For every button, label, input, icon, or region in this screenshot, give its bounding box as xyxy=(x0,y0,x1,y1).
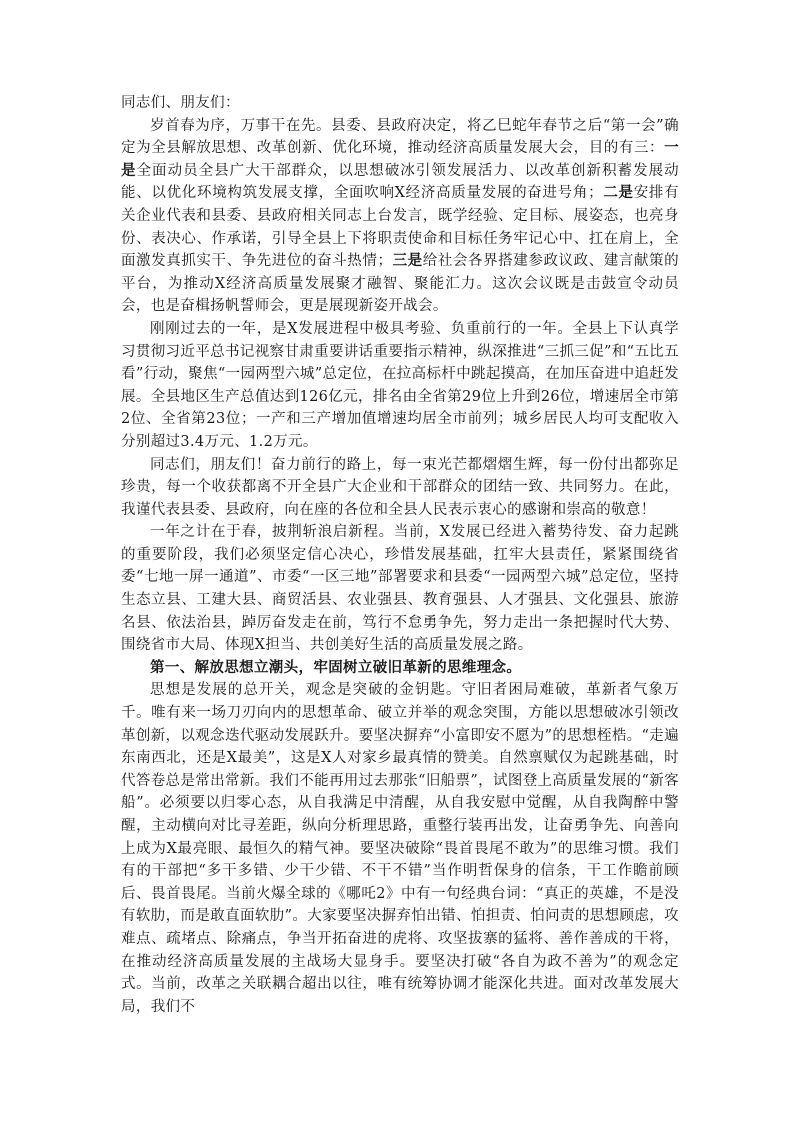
paragraph-section-one: 思想是发展的总开关，观念是突破的金钥匙。守旧者困局难破，革新者气象万千。唯有来一场刀刃向内的思想革命、破立并举的观念突围，方能以思想破冰引领改革创新，以观念迭代驱动发展跃升。要坚决摒弃“小富即安不愿为”的思想桎梏。“走遍东南西北，还是X最美”，这是X人对家乡最真情的赞美。自然禀赋仅为起跳基础，时代答卷总是常出常新。我们不能再用过去那张“旧船票”，试图登上高质量发展的“新客船”。必须要以归零心态，从自我满足中清醒，从自我安慰中觉醒，从自我陶醉中警醒，主动横向对比寻差距，纵向分析理思路，重整行装再出发，让奋勇争先、向善向上成为X最亮眼、最恒久的精气神。要坚决破除“畏首畏尾不敢为”的思维习惯。我们有的干部把“多干多错、少干少错、不干不错”当作明哲保身的信条，干工作瞻前顾后、畏首畏尾。当前火爆全球的《哪吒2》中有一句经典台词：“真正的英雄，不是没有软肋，而是敢直面软肋”。大家要坚决摒弃怕出错、怕担责、怕问责的思想顾虑，攻难点、疏堵点、除痛点，争当开拓奋进的虎将、攻坚拔寨的猛将、善作善成的干将，在推动经济高质量发展的主战场大显身手。要坚决打破“各自为政不善为”的观念定式。当前，改革之关联耦合超出以往，唯有统筹协调才能深化共进。面对改革发展大局，我们不 xyxy=(121,682,679,1015)
paragraph-thanks: 同志们，朋友们！奋力前行的路上，每一束光芒都熠熠生辉，每一份付出都弥足珍贵，每一个收获都离不开全县广大企业和干部群众的团结一致、共同努力。在此，我谨代表县委、县政府，向在座的各位和全县人民表示衷心的感谢和崇高的敬意！ xyxy=(121,456,679,518)
point-two-label: 二是 xyxy=(602,184,634,202)
paragraph-intro xyxy=(121,115,679,318)
intro-text-e: 给社会各界搭建参政议政、建言献策的平台，为推动X经济高质量发展聚才融智、聚能汇力。这次会议既是击鼓宣令动员会，也是奋楫扬帆誓师会，更是展现新姿开战会。 xyxy=(121,253,679,315)
intro-text-d: 安排有关企业代表和县委、县政府相关同志上台发言，既学经验、定目标、展姿态，也亮身份、表决心、作承诺，引导全县上下将职责使命和目标任务牢记心中、扛在肩上，全面激发真抓实干、争先进位的奋斗热情； xyxy=(121,185,679,270)
salutation: 同志们、朋友们： xyxy=(121,95,240,111)
paragraph-review: 刚刚过去的一年，是X发展进程中极具考验、负重前行的一年。全县上下认真学习贯彻习近平总书记视察甘肃重要讲话重要指示精神，纵深推进“三抓三促”和“五比五看”行动，聚焦“一园两型六城”总定位，在拉高标杆中跳起摸高，在加压奋进中追赶发展。全县地区生产总值达到126亿元，排名由全省第29位上升到26位，增速居全市第2位、全省第23位；一产和三产增加值增速均居全市前列；城乡居民人均可支配收入分别超过3.4万元、1.2万元。 xyxy=(121,320,679,450)
intro-text-a: 岁首春为序，万事干在先。县委、县政府决定，将乙巳蛇年春节之后“第一会”确定为全县解放思想、改革创新、优化环境，推动经济高质量发展大会，目的有三： xyxy=(121,117,679,157)
paragraph-outlook: 一年之计在于春，披荆斩浪启新程。当前，X发展已经进入蓄势待发、奋力起跳的重要阶段，我们必须坚定信心决心，珍惜发展基础，扛牢大县责任，紧紧围绕省委“七地一屏一通道”、市委“一区三地”部署要求和县委“一园两型六城”总定位，坚持生态立县、工建大县、商贸活县、农业强县、教育强县、人才强县、文化强县、旅游名县、依法治县，踔厉奋发走在前，笃行不怠勇争先，努力走出一条把握时代大势、围绕省市大局、体现X担当、共创美好生活的高质量发展之路。 xyxy=(121,524,679,654)
point-one-label: 一是 xyxy=(121,139,679,179)
section-heading-one: 第一、解放思想立潮头，牢固树立破旧革新的思维理念。 xyxy=(150,658,522,676)
intro-text-c: 全面动员全县广大干部群众，以思想破冰引领发展活力、以改革创新积蓄发展动能、以优化环境构筑发展支撑，全面吹响X经济高质量发展的奋进号角； xyxy=(121,162,680,202)
document-body xyxy=(121,92,679,1018)
point-three-label: 三是 xyxy=(392,252,423,270)
